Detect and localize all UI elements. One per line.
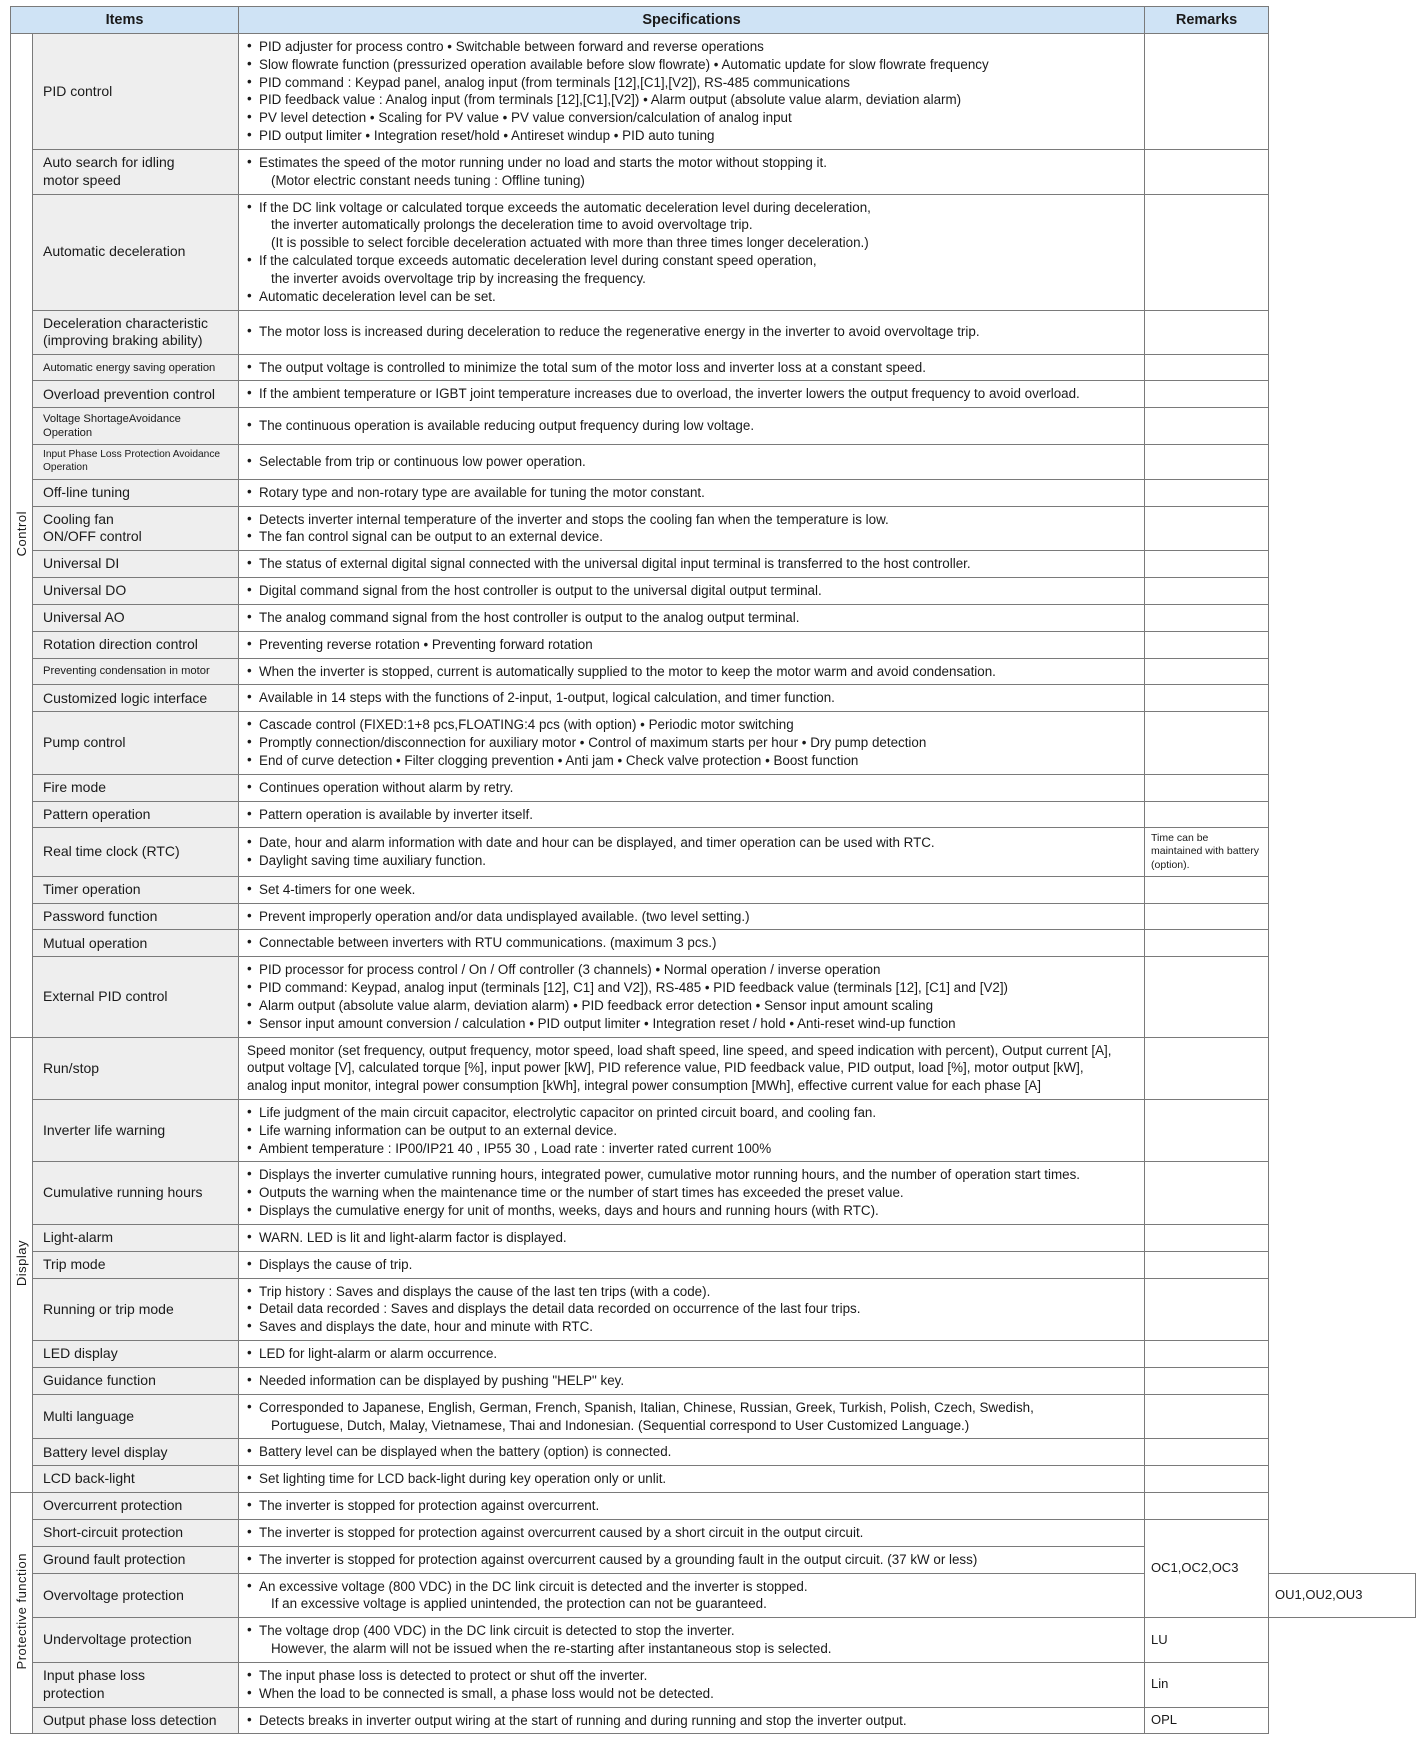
item-label: Pattern operation xyxy=(33,801,239,828)
spec-cell: • Needed information can be displayed by pushing "HELP" key. xyxy=(239,1367,1145,1394)
item-label: Short-circuit protection xyxy=(33,1519,239,1546)
table-row xyxy=(11,479,1416,506)
spec-cell: • The continuous operation is available reducing output frequency during low voltage. xyxy=(239,408,1145,445)
specifications-table xyxy=(10,6,1416,1734)
table-row xyxy=(11,578,1416,605)
table-row xyxy=(11,1278,1416,1340)
item-label: Input Phase Loss Protection Avoidance Operation xyxy=(33,445,239,480)
remark-cell: LU xyxy=(1145,1618,1269,1663)
remark-cell: OC1,OC2,OC3 xyxy=(1145,1519,1269,1617)
table-row xyxy=(11,1162,1416,1224)
table-row xyxy=(11,1439,1416,1466)
table-row xyxy=(11,1341,1416,1368)
remark-cell xyxy=(1145,1251,1269,1278)
spec-cell: • Preventing reverse rotation • Preventing forward rotation xyxy=(239,631,1145,658)
spec-cell: • Detects inverter internal temperature of the inverter and stops the cooling fan when the temperature is low. • The fan control signal can be output to an external device. xyxy=(239,506,1145,551)
remark-cell: Time can be maintained with battery (option). xyxy=(1145,828,1269,876)
item-label: Voltage ShortageAvoidance Operation xyxy=(33,408,239,445)
remark-cell xyxy=(1145,903,1269,930)
remark-cell xyxy=(1145,310,1269,354)
table-row xyxy=(11,381,1416,408)
item-label: Running or trip mode xyxy=(33,1278,239,1340)
item-label: Mutual operation xyxy=(33,930,239,957)
table-row xyxy=(11,1037,1416,1099)
item-label: Input phase loss protection xyxy=(33,1662,239,1707)
table-row xyxy=(11,310,1416,354)
item-label: Timer operation xyxy=(33,876,239,903)
spec-cell: • PID processor for process control / On / Off controller (3 channels) • Normal operation / inverse operation • PID command: Keypad, analog input (terminals [12], C1] and V2]), RS-485 • PID feedback value (terminals [12], [C1] and [V2]) • Alarm output (absolute value alarm, deviation alarm) • PID feedback error detection • Sensor input amount scaling • Sensor input amount conversion / calculation • PID output limiter • Integration reset / hold • Anti-reset wind-up function xyxy=(239,957,1145,1037)
spec-cell: • Connectable between inverters with RTU communications. (maximum 3 pcs.) xyxy=(239,930,1145,957)
item-label: Trip mode xyxy=(33,1251,239,1278)
remark-cell xyxy=(1145,685,1269,712)
remark-cell xyxy=(1145,479,1269,506)
header-remarks: Remarks xyxy=(1145,7,1269,34)
remark-cell xyxy=(1145,712,1269,774)
table-row xyxy=(11,1394,1416,1439)
spec-cell: • If the ambient temperature or IGBT joint temperature increases due to overload, the inverter lowers the output frequency to avoid overload. xyxy=(239,381,1145,408)
spec-cell: • Trip history : Saves and displays the cause of the last ten trips (with a code). • Detail data recorded : Saves and displays the detail data recorded on occurrence of the last four trips. • Saves and displays the date, hour and minute with RTC. xyxy=(239,1278,1145,1340)
remark-cell xyxy=(1145,445,1269,480)
remark-cell xyxy=(1145,34,1269,150)
spec-cell: • PID adjuster for process contro • Switchable between forward and reverse operations • Slow flowrate function (pressurized operation available before slow flowrate) • Automatic update for slow flowrate frequency • PID command : Keypad panel, analog input (from terminals [12],[C1],[V2]), RS-485 communications • PID feedback value : Analog input (from terminals [12],[C1],[V2]) • Alarm output (absolute value alarm, deviation alarm) • PV level detection • Scaling for PV value • PV value conversion/calculation of analog input • PID output limiter • Integration reset/hold • Antireset windup • PID auto tuning xyxy=(239,34,1145,150)
remark-cell xyxy=(1145,631,1269,658)
table-row xyxy=(11,801,1416,828)
spec-cell: • Battery level can be displayed when the battery (option) is connected. xyxy=(239,1439,1145,1466)
remark-cell xyxy=(1145,876,1269,903)
remark-cell xyxy=(1145,1341,1269,1368)
header-specifications: Specifications xyxy=(239,7,1145,34)
group-label-text: Display xyxy=(14,1240,29,1287)
table-row xyxy=(11,658,1416,685)
item-label: LED display xyxy=(33,1341,239,1368)
item-label: Universal AO xyxy=(33,604,239,631)
remark-cell xyxy=(1145,930,1269,957)
spec-cell: • Continues operation without alarm by retry. xyxy=(239,774,1145,801)
remark-cell xyxy=(1145,408,1269,445)
remark-cell: OU1,OU2,OU3 xyxy=(1269,1573,1416,1618)
remark-cell xyxy=(1145,801,1269,828)
item-label: Preventing condensation in motor xyxy=(33,658,239,685)
table-row xyxy=(11,551,1416,578)
spec-cell: • Cascade control (FIXED:1+8 pcs,FLOATING:4 pcs (with option) • Periodic motor switching • Promptly connection/disconnection for auxiliary motor • Control of maximum starts per hour • Dry pump detection • End of curve detection • Filter clogging prevention • Anti jam • Check valve protection • Boost function xyxy=(239,712,1145,774)
item-label: Rotation direction control xyxy=(33,631,239,658)
table-row xyxy=(11,1367,1416,1394)
item-label: Fire mode xyxy=(33,774,239,801)
group-label-control xyxy=(11,34,33,1038)
table-row xyxy=(11,445,1416,480)
item-label: Auto search for idling motor speed xyxy=(33,149,239,194)
table-row xyxy=(11,34,1416,150)
item-label: Overcurrent protection xyxy=(33,1493,239,1520)
item-label: Output phase loss detection xyxy=(33,1707,239,1734)
item-label: Off-line tuning xyxy=(33,479,239,506)
table-row xyxy=(11,876,1416,903)
spec-cell: • If the DC link voltage or calculated torque exceeds the automatic deceleration level during deceleration, the inverter automatically prolongs the deceleration time to avoid overvoltage trip. (It is possible to select forcible deceleration actuated with more than three times longer deceleration.) • If the calculated torque exceeds automatic deceleration level during constant speed operation, the inverter avoids overvoltage trip by increasing the frequency. • Automatic deceleration level can be set. xyxy=(239,194,1145,310)
spec-cell: • The motor loss is increased during deceleration to reduce the regenerative energy in the inverter to avoid overvoltage trip. xyxy=(239,310,1145,354)
spec-cell: • The output voltage is controlled to minimize the total sum of the motor loss and inverter loss at a constant speed. xyxy=(239,354,1145,381)
item-label: Inverter life warning xyxy=(33,1100,239,1162)
item-label: Run/stop xyxy=(33,1037,239,1099)
spec-cell: • Displays the inverter cumulative running hours, integrated power, cumulative motor running hours, and the number of operation start times. • Outputs the warning when the maintenance time or the number of start times has exceeded the preset value. • Displays the cumulative energy for unit of months, weeks, days and hours and running hours (with RTC). xyxy=(239,1162,1145,1224)
group-label-protective-function xyxy=(11,1493,33,1734)
remark-cell xyxy=(1145,194,1269,310)
table-body xyxy=(11,34,1416,1734)
item-label: Overvoltage protection xyxy=(33,1573,239,1618)
group-label-text: Control xyxy=(14,511,29,557)
table-row xyxy=(11,354,1416,381)
table-row xyxy=(11,930,1416,957)
remark-cell xyxy=(1145,506,1269,551)
table-row xyxy=(11,828,1416,876)
item-label: PID control xyxy=(33,34,239,150)
spec-cell: • The inverter is stopped for protection against overcurrent caused by a grounding fault in the output circuit. (37 kW or less) xyxy=(239,1546,1145,1573)
table-row xyxy=(11,712,1416,774)
table-row xyxy=(11,903,1416,930)
remark-cell xyxy=(1145,1367,1269,1394)
table-row xyxy=(11,957,1416,1037)
item-label: Overload prevention control xyxy=(33,381,239,408)
remark-cell xyxy=(1145,551,1269,578)
table-row xyxy=(11,1618,1416,1663)
spec-cell: • Displays the cause of trip. xyxy=(239,1251,1145,1278)
spec-cell: • Set 4-timers for one week. xyxy=(239,876,1145,903)
table-row xyxy=(11,1100,1416,1162)
table-row xyxy=(11,1707,1416,1734)
spec-cell: • The inverter is stopped for protection against overcurrent. xyxy=(239,1493,1145,1520)
remark-cell xyxy=(1145,1439,1269,1466)
item-label: External PID control xyxy=(33,957,239,1037)
group-label-text: Protective function xyxy=(14,1553,29,1670)
table-row xyxy=(11,685,1416,712)
spec-cell: • The input phase loss is detected to protect or shut off the inverter. • When the load to be connected is small, a phase loss would not be detected. xyxy=(239,1662,1145,1707)
group-label-display xyxy=(11,1037,33,1493)
remark-cell: Lin xyxy=(1145,1662,1269,1707)
spec-cell: • Available in 14 steps with the functions of 2-input, 1-output, logical calculation, and timer function. xyxy=(239,685,1145,712)
remark-cell xyxy=(1145,1162,1269,1224)
table-row xyxy=(11,506,1416,551)
spec-cell: • Selectable from trip or continuous low power operation. xyxy=(239,445,1145,480)
item-label: Password function xyxy=(33,903,239,930)
table-row xyxy=(11,1493,1416,1520)
spec-cell: • Rotary type and non-rotary type are available for tuning the motor constant. xyxy=(239,479,1145,506)
item-label: Automatic energy saving operation xyxy=(33,354,239,381)
remark-cell xyxy=(1145,149,1269,194)
remark-cell xyxy=(1145,604,1269,631)
remark-cell xyxy=(1145,1037,1269,1099)
spec-cell: • Corresponded to Japanese, English, German, French, Spanish, Italian, Chinese, Russian, Greek, Turkish, Polish, Czech, Swedish, Portuguese, Dutch, Malay, Vietnamese, Thai and Indonesian. (Sequential correspond to User Customized Language.) xyxy=(239,1394,1145,1439)
remark-cell xyxy=(1145,774,1269,801)
table-row xyxy=(11,604,1416,631)
item-label: Cooling fan ON/OFF control xyxy=(33,506,239,551)
table-row xyxy=(11,1466,1416,1493)
table-row xyxy=(11,774,1416,801)
item-label: Light-alarm xyxy=(33,1224,239,1251)
item-label: Pump control xyxy=(33,712,239,774)
table-row xyxy=(11,149,1416,194)
remark-cell: OPL xyxy=(1145,1707,1269,1734)
spec-cell: • WARN. LED is lit and light-alarm factor is displayed. xyxy=(239,1224,1145,1251)
table-row xyxy=(11,1662,1416,1707)
remark-cell xyxy=(1145,1493,1269,1520)
item-label: Real time clock (RTC) xyxy=(33,828,239,876)
table-row xyxy=(11,194,1416,310)
item-label: Multi language xyxy=(33,1394,239,1439)
spec-cell: Speed monitor (set frequency, output frequency, motor speed, load shaft speed, line speed, and speed indication with percent), Output current [A], output voltage [V], calculated torque [%], input power [kW], PID reference value, PID feedback value, PID output, load [%], motor output [kW], analog input monitor, integral power consumption [kWh], integral power consumption [MWh], effective current value for each phase [A] xyxy=(239,1037,1145,1099)
spec-cell: • Estimates the speed of the motor running under no load and starts the motor without stopping it. (Motor electric constant needs tuning : Offline tuning) xyxy=(239,149,1145,194)
item-label: Battery level display xyxy=(33,1439,239,1466)
spec-cell: • An excessive voltage (800 VDC) in the DC link circuit is detected and the inverter is stopped. If an excessive voltage is applied unintended, the protection can not be guaranteed. xyxy=(239,1573,1145,1618)
spec-cell: • Date, hour and alarm information with date and hour can be displayed, and timer operation can be used with RTC. • Daylight saving time auxiliary function. xyxy=(239,828,1145,876)
spec-cell: • Pattern operation is available by inverter itself. xyxy=(239,801,1145,828)
item-label: Customized logic interface xyxy=(33,685,239,712)
table-row xyxy=(11,408,1416,445)
table-header-row xyxy=(11,7,1416,34)
spec-cell: • The inverter is stopped for protection against overcurrent caused by a short circuit in the output circuit. xyxy=(239,1519,1145,1546)
remark-cell xyxy=(1145,658,1269,685)
table-row xyxy=(11,1251,1416,1278)
item-label: Universal DI xyxy=(33,551,239,578)
remark-cell xyxy=(1145,1100,1269,1162)
spec-cell: • When the inverter is stopped, current is automatically supplied to the motor to keep the motor warm and avoid condensation. xyxy=(239,658,1145,685)
spec-cell: • Set lighting time for LCD back-light during key operation only or unlit. xyxy=(239,1466,1145,1493)
spec-cell: • Life judgment of the main circuit capacitor, electrolytic capacitor on printed circuit board, and cooling fan. • Life warning information can be output to an external device. • Ambient temperature : IP00/IP21 40 , IP55 30 , Load rate : inverter rated current 100% xyxy=(239,1100,1145,1162)
table-row xyxy=(11,1224,1416,1251)
spec-cell: • The voltage drop (400 VDC) in the DC link circuit is detected to stop the inverter. However, the alarm will not be issued when the re-starting after instantaneous stop is selected. xyxy=(239,1618,1145,1663)
item-label: Automatic deceleration xyxy=(33,194,239,310)
remark-cell xyxy=(1145,1394,1269,1439)
remark-cell xyxy=(1145,578,1269,605)
table-row xyxy=(11,631,1416,658)
table-row xyxy=(11,1519,1416,1546)
item-label: Guidance function xyxy=(33,1367,239,1394)
spec-cell: • Prevent improperly operation and/or data undisplayed available. (two level setting.) xyxy=(239,903,1145,930)
spec-cell: • The status of external digital signal connected with the universal digital input terminal is transferred to the host controller. xyxy=(239,551,1145,578)
item-label: Cumulative running hours xyxy=(33,1162,239,1224)
item-label: Ground fault protection xyxy=(33,1546,239,1573)
remark-cell xyxy=(1145,1224,1269,1251)
spec-cell: • Detects breaks in inverter output wiring at the start of running and during running and stop the inverter output. xyxy=(239,1707,1145,1734)
item-label: LCD back-light xyxy=(33,1466,239,1493)
spec-cell: • The analog command signal from the host controller is output to the analog output terminal. xyxy=(239,604,1145,631)
item-label: Undervoltage protection xyxy=(33,1618,239,1663)
spec-cell: • Digital command signal from the host controller is output to the universal digital output terminal. xyxy=(239,578,1145,605)
remark-cell xyxy=(1145,354,1269,381)
remark-cell xyxy=(1145,1278,1269,1340)
item-label: Deceleration characteristic (improving braking ability) xyxy=(33,310,239,354)
remark-cell xyxy=(1145,957,1269,1037)
item-label: Universal DO xyxy=(33,578,239,605)
remark-cell xyxy=(1145,1466,1269,1493)
header-items: Items xyxy=(11,7,239,34)
spec-cell: • LED for light-alarm or alarm occurrence. xyxy=(239,1341,1145,1368)
remark-cell xyxy=(1145,381,1269,408)
